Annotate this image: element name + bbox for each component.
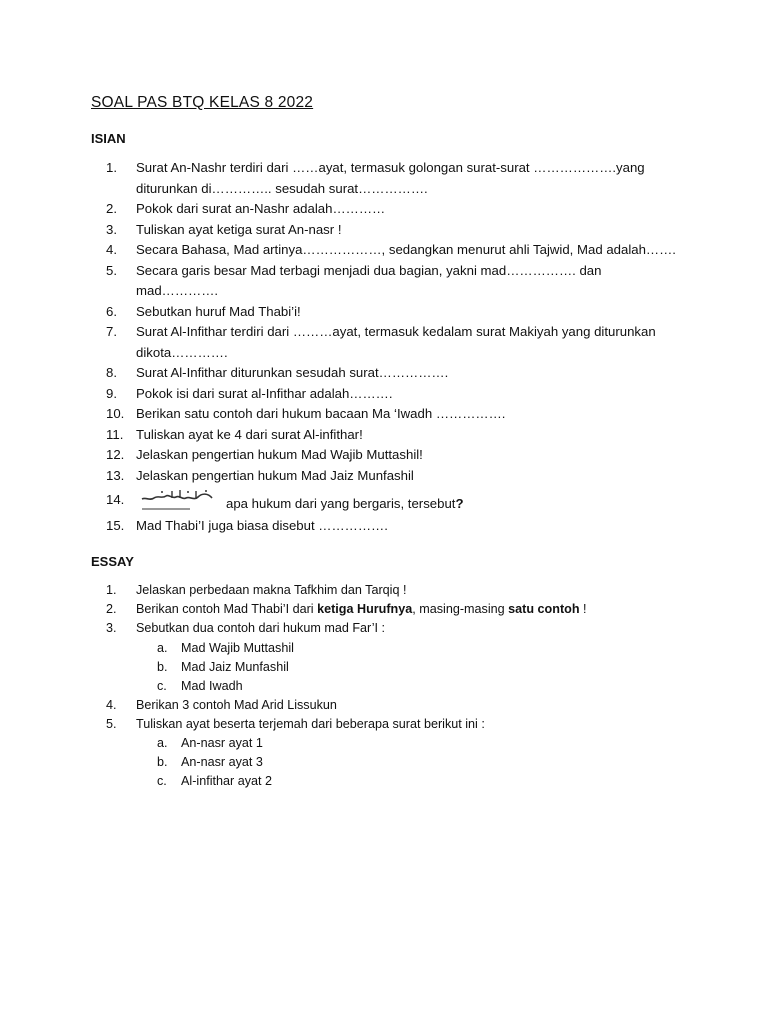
sub-item xyxy=(106,677,706,696)
list-item xyxy=(106,516,706,537)
section-heading-isian: ISIAN xyxy=(91,131,126,146)
list-item xyxy=(106,384,706,405)
list-item xyxy=(106,158,706,199)
sub-item-text: Al-infithar ayat 2 xyxy=(181,774,272,789)
list-item xyxy=(106,619,706,638)
sub-item-letter: a. xyxy=(157,640,168,655)
item-text: Tuliskan ayat ke 4 dari surat Al-infithar! xyxy=(136,426,363,442)
item-number: 1. xyxy=(106,160,117,175)
item-text: Pokok dari surat an-Nashr adalah………… xyxy=(136,201,386,216)
sub-item-letter: a. xyxy=(157,736,168,751)
item-text: Tuliskan ayat ketiga surat An-nasr ! xyxy=(136,221,342,237)
item-text xyxy=(136,488,706,516)
item-number: 15. xyxy=(106,518,125,533)
item-number: 14. xyxy=(106,492,125,507)
item-text: Secara garis besar Mad terbagi menjadi dua bagian, yakni mad……………. dan xyxy=(136,262,602,278)
sub-item xyxy=(106,772,706,791)
list-item xyxy=(106,600,706,619)
item-text-inline: apa hukum dari yang bergaris, tersebut xyxy=(226,496,456,511)
list-item xyxy=(106,261,706,302)
item-number: 4. xyxy=(106,697,117,712)
item-text: Berikan 3 contoh Mad Arid Lissukun xyxy=(136,697,337,712)
item-number: 1. xyxy=(106,583,117,597)
item-number: 2. xyxy=(106,201,117,216)
item-number: 6. xyxy=(106,303,117,319)
item-text: Berikan satu contoh dari hukum bacaan Ma ‘Iwadh ……………. xyxy=(136,406,506,421)
item-number: 5. xyxy=(106,262,117,278)
item-text: Surat An-Nashr terdiri dari ……ayat, termasuk golongan surat-surat ……………….yang xyxy=(136,160,645,175)
item-number: 4. xyxy=(106,242,117,257)
item-text: Mad Thabi’I juga biasa disebut ……………. xyxy=(136,518,388,533)
list-item xyxy=(106,220,706,241)
item-text: Jelaskan perbedaan makna Tafkhim dan Tarqiq ! xyxy=(136,583,407,597)
item-text-suffix: ? xyxy=(455,496,464,511)
list-item xyxy=(106,425,706,446)
essay-list xyxy=(106,581,706,791)
item-number: 3. xyxy=(106,621,117,636)
sub-item-text: An-nasr ayat 3 xyxy=(181,755,263,770)
sub-item xyxy=(106,734,706,753)
list-item xyxy=(106,363,706,384)
list-item xyxy=(106,581,706,600)
item-text: Sebutkan dua contoh dari hukum mad Far’I : xyxy=(136,621,385,636)
item-text: Sebutkan huruf Mad Thabi’i! xyxy=(136,303,301,319)
item-text-continued: diturunkan di………….. sesudah surat……………. xyxy=(136,180,428,196)
item-text: Jelaskan pengertian hukum Mad Wajib Muttashil! xyxy=(136,447,423,462)
item-text-continued: mad…………. xyxy=(136,283,219,298)
list-item xyxy=(106,696,706,715)
item-number: 8. xyxy=(106,365,117,380)
item-text: Secara Bahasa, Mad artinya………………, sedangkan menurut ahli Tajwid, Mad adalah……. xyxy=(136,242,676,257)
list-item xyxy=(106,488,706,516)
item-text-part: , masing-masing xyxy=(412,602,509,617)
list-item xyxy=(106,302,706,323)
arabic-calligraphy-image xyxy=(136,488,216,512)
item-number: 9. xyxy=(106,385,117,401)
sub-item-letter: c. xyxy=(157,774,167,789)
list-item xyxy=(106,240,706,261)
item-text: Tuliskan ayat beserta terjemah dari beberapa surat berikut ini : xyxy=(136,716,485,731)
item-text: Jelaskan pengertian hukum Mad Jaiz Munfashil xyxy=(136,467,414,483)
sub-item-letter: b. xyxy=(157,755,168,770)
item-text xyxy=(136,600,706,619)
list-item xyxy=(106,404,706,425)
sub-item-text: Mad Jaiz Munfashil xyxy=(181,659,289,674)
item-number: 10. xyxy=(106,406,125,421)
sub-item-letter: b. xyxy=(157,659,168,674)
sub-item xyxy=(106,658,706,677)
page-title: SOAL PAS BTQ KELAS 8 2022 xyxy=(91,94,314,111)
sub-item xyxy=(106,753,706,772)
item-text-bold: ketiga Hurufnya xyxy=(317,602,413,617)
item-number: 11. xyxy=(106,426,124,442)
item-text-continued: dikota…………. xyxy=(136,344,228,360)
item-text: Surat Al-Infithar diturunkan sesudah surat……………. xyxy=(136,365,449,380)
item-text-part: ! xyxy=(579,602,587,617)
list-item xyxy=(106,199,706,220)
item-text: Surat Al-Infithar terdiri dari ………ayat, termasuk kedalam surat Makiyah yang diturunkan xyxy=(136,324,656,339)
item-text-bold: satu contoh xyxy=(508,602,580,617)
item-number: 2. xyxy=(106,602,117,617)
item-number: 5. xyxy=(106,716,117,731)
sub-item-text: Mad Iwadh xyxy=(181,678,243,693)
item-text-part: Berikan contoh Mad Thabi’I dari xyxy=(136,602,318,617)
item-number: 12. xyxy=(106,447,125,462)
sub-item-text: Mad Wajib Muttashil xyxy=(181,640,294,655)
item-number: 7. xyxy=(106,324,117,339)
sub-item-text: An-nasr ayat 1 xyxy=(181,736,263,751)
item-text: Pokok isi dari surat al-Infithar adalah………. xyxy=(136,385,393,401)
item-number: 3. xyxy=(106,221,117,237)
sub-item-letter: c. xyxy=(157,678,167,693)
list-item xyxy=(106,445,706,466)
sub-item xyxy=(106,639,706,658)
item-number: 13. xyxy=(106,467,125,483)
isian-list xyxy=(106,158,706,537)
section-heading-essay: ESSAY xyxy=(91,554,134,569)
list-item xyxy=(106,322,706,363)
list-item xyxy=(106,715,706,734)
list-item xyxy=(106,466,706,487)
